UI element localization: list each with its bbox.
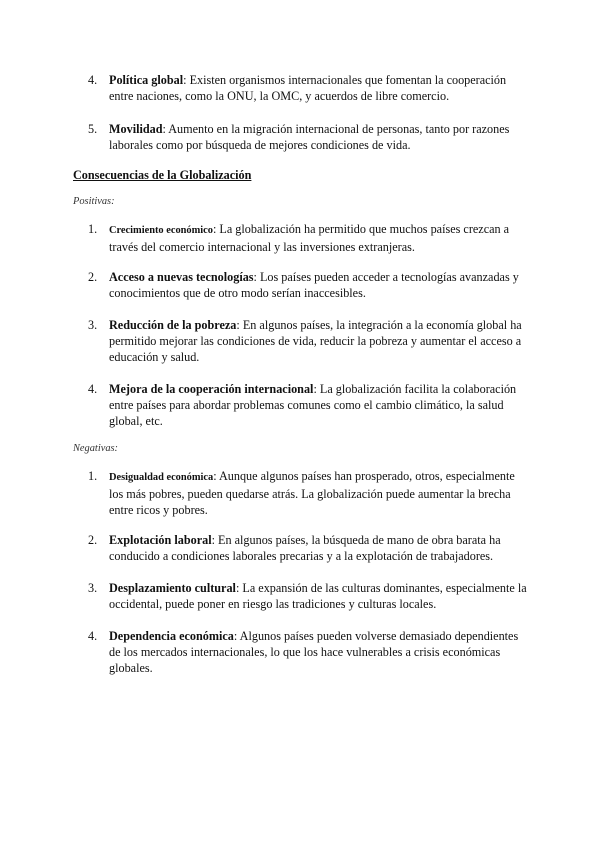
list-item-body	[109, 580, 528, 612]
list-item-term: Mejora de la cooperación internacional	[109, 382, 314, 396]
list-item-term: Política global	[109, 73, 184, 87]
list-number: 1.	[88, 469, 98, 483]
list-item-body	[109, 317, 528, 365]
list-item-term: Dependencia económica	[109, 629, 234, 643]
list-item	[88, 72, 528, 104]
list-number: 3.	[88, 581, 98, 595]
list-number: 2.	[88, 533, 98, 547]
list-item-text: : Los países pueden acceder a tecnologías avanzadas y conocimientos que de otro modo serían inaccesibles.	[109, 270, 519, 300]
list-number: 1.	[88, 222, 98, 236]
list-item	[88, 121, 528, 153]
section-title: Consecuencias de la Globalización	[73, 168, 252, 182]
list-item-term: Reducción de la pobreza	[109, 318, 237, 332]
list-number: 5.	[88, 122, 98, 136]
list-item-body	[109, 628, 528, 676]
list-item-text: : Aunque algunos países han prosperado, otros, especialmente los más pobres, pueden quedarse atrás. La globalización puede aumentar la brecha entre ricos y pobres.	[109, 469, 515, 517]
list-item-text: : La globalización ha permitido que muchos países crezcan a través del comercio internacional y las inversiones extranjeras.	[109, 222, 510, 254]
list-item	[88, 628, 528, 676]
list-item-text: : La globalización facilita la colaboración entre países para abordar problemas comunes como el cambio climático, la salud global, etc.	[109, 382, 517, 428]
list-number: 4.	[88, 382, 98, 396]
list-item-body	[109, 221, 528, 255]
list-item-text: : La expansión de las culturas dominantes, especialmente la occidental, puede poner en riesgo las tradiciones y culturas locales.	[109, 581, 527, 611]
list-item-text: : En algunos países, la búsqueda de mano de obra barata ha conducido a condiciones laborales precarias y a la explotación de trabajadores.	[109, 533, 501, 563]
list-item-term: Desplazamiento cultural	[109, 581, 236, 595]
list-item	[88, 580, 528, 612]
list-item-body	[109, 532, 528, 564]
list-item	[88, 269, 528, 301]
list-item	[88, 468, 528, 518]
list-item-term: Explotación laboral	[109, 533, 212, 547]
list-item-term: Movilidad	[109, 122, 163, 136]
list-number: 3.	[88, 318, 98, 332]
list-item-body	[109, 381, 528, 429]
list-item-body	[109, 468, 528, 518]
list-number: 4.	[88, 629, 98, 643]
list-item-text: : Existen organismos internacionales que fomentan la cooperación entre naciones, como la ONU, la OMC, y acuerdos de libre comercio.	[109, 73, 507, 103]
list-item-term: Desigualdad económica	[109, 472, 214, 483]
list-item	[88, 317, 528, 365]
list-item	[88, 381, 528, 429]
list-item-body	[109, 269, 528, 301]
list-item	[88, 221, 528, 255]
negative-heading: Negativas:	[73, 443, 119, 454]
list-item-text: : Aumento en la migración internacional de personas, tanto por razones laborales como por búsqueda de mejores condiciones de vida.	[109, 122, 510, 152]
list-item-term: Crecimiento económico	[109, 225, 213, 236]
list-number: 2.	[88, 270, 98, 284]
positive-heading: Positivas:	[73, 196, 115, 207]
list-item-term: Acceso a nuevas tecnologías	[109, 270, 254, 284]
list-item	[88, 532, 528, 564]
list-item-text: : Algunos países pueden volverse demasiado dependientes de los mercados internacionales, lo que los hace vulnerables a crisis económicas globales.	[109, 629, 519, 675]
list-number: 4.	[88, 73, 98, 87]
list-item-text: : En algunos países, la integración a la economía global ha permitido mejorar las condiciones de vida, reducir la pobreza y aumentar el acceso a educación y salud.	[109, 318, 522, 364]
list-item-body	[109, 121, 528, 153]
list-item-body	[109, 72, 528, 104]
